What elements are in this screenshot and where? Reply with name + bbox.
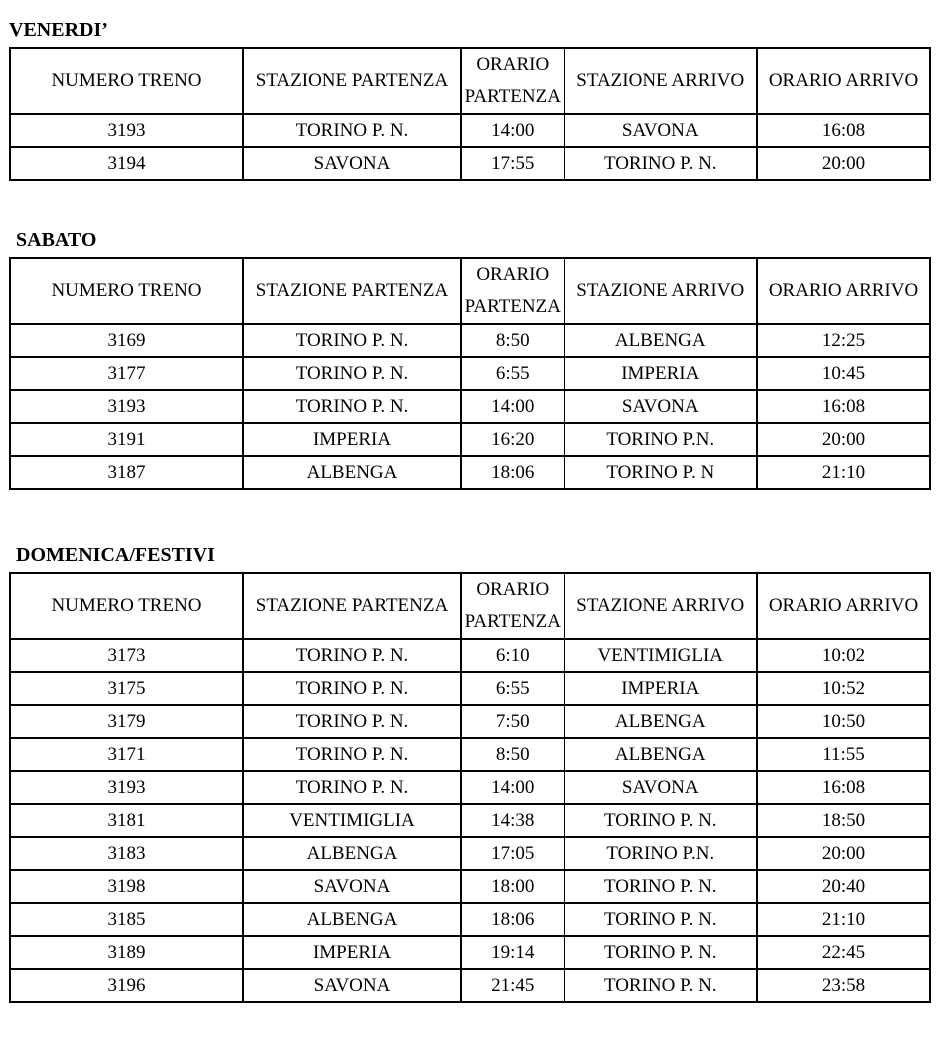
table-row <box>10 804 930 837</box>
table-row <box>10 390 930 423</box>
column-header-numero-treno: NUMERO TRENO <box>10 48 243 114</box>
cell-stazione-partenza: ALBENGA <box>243 903 461 936</box>
cell-orario-partenza: 19:14 <box>461 936 564 969</box>
cell-orario-partenza: 6:55 <box>461 672 564 705</box>
cell-numero-treno: 3173 <box>10 639 243 672</box>
cell-orario-partenza: 14:00 <box>461 114 564 147</box>
cell-stazione-partenza: TORINO P. N. <box>243 324 461 357</box>
cell-orario-partenza: 14:00 <box>461 390 564 423</box>
column-header-orario-partenza: ORARIO PARTENZA <box>461 258 564 324</box>
cell-orario-arrivo: 21:10 <box>757 903 930 936</box>
cell-orario-arrivo: 10:45 <box>757 357 930 390</box>
cell-stazione-arrivo: ALBENGA <box>564 324 757 357</box>
cell-stazione-arrivo: TORINO P. N. <box>564 147 757 180</box>
timetable-domenica-festivi <box>9 572 931 1003</box>
cell-orario-partenza: 8:50 <box>461 324 564 357</box>
cell-orario-arrivo: 20:00 <box>757 147 930 180</box>
cell-stazione-arrivo: TORINO P. N. <box>564 969 757 1002</box>
table-row <box>10 357 930 390</box>
cell-orario-partenza: 17:55 <box>461 147 564 180</box>
column-header-stazione-arrivo: STAZIONE ARRIVO <box>564 48 757 114</box>
cell-numero-treno: 3198 <box>10 870 243 903</box>
column-header-orario-partenza: ORARIO PARTENZA <box>461 48 564 114</box>
cell-stazione-partenza: IMPERIA <box>243 423 461 456</box>
table-row <box>10 903 930 936</box>
cell-numero-treno: 3179 <box>10 705 243 738</box>
cell-orario-arrivo: 21:10 <box>757 456 930 489</box>
cell-stazione-partenza: TORINO P. N. <box>243 672 461 705</box>
cell-orario-partenza: 16:20 <box>461 423 564 456</box>
table-row <box>10 705 930 738</box>
cell-numero-treno: 3169 <box>10 324 243 357</box>
cell-orario-partenza: 18:06 <box>461 456 564 489</box>
table-row <box>10 771 930 804</box>
cell-stazione-partenza: TORINO P. N. <box>243 705 461 738</box>
cell-orario-arrivo: 20:00 <box>757 837 930 870</box>
cell-orario-partenza: 14:38 <box>461 804 564 837</box>
cell-numero-treno: 3196 <box>10 969 243 1002</box>
cell-stazione-partenza: SAVONA <box>243 147 461 180</box>
cell-orario-arrivo: 12:25 <box>757 324 930 357</box>
cell-numero-treno: 3193 <box>10 390 243 423</box>
table-row <box>10 114 930 147</box>
cell-orario-arrivo: 16:08 <box>757 390 930 423</box>
table-row <box>10 837 930 870</box>
header-row <box>10 48 930 114</box>
column-header-stazione-arrivo: STAZIONE ARRIVO <box>564 573 757 639</box>
cell-stazione-arrivo: IMPERIA <box>564 357 757 390</box>
table-row <box>10 423 930 456</box>
column-header-orario-arrivo: ORARIO ARRIVO <box>757 258 930 324</box>
table-row <box>10 738 930 771</box>
cell-orario-partenza: 8:50 <box>461 738 564 771</box>
cell-stazione-arrivo: ALBENGA <box>564 738 757 771</box>
cell-numero-treno: 3181 <box>10 804 243 837</box>
cell-stazione-arrivo: TORINO P.N. <box>564 837 757 870</box>
cell-stazione-arrivo: VENTIMIGLIA <box>564 639 757 672</box>
column-header-stazione-arrivo: STAZIONE ARRIVO <box>564 258 757 324</box>
table-row <box>10 639 930 672</box>
section-title-venerdi: VENERDI’ <box>9 19 108 41</box>
table-row <box>10 936 930 969</box>
section-title-sabato: SABATO <box>16 229 97 251</box>
cell-stazione-partenza: IMPERIA <box>243 936 461 969</box>
column-header-numero-treno: NUMERO TRENO <box>10 573 243 639</box>
cell-stazione-partenza: TORINO P. N. <box>243 639 461 672</box>
cell-orario-arrivo: 18:50 <box>757 804 930 837</box>
column-header-stazione-partenza: STAZIONE PARTENZA <box>243 573 461 639</box>
table-row <box>10 870 930 903</box>
cell-orario-arrivo: 20:00 <box>757 423 930 456</box>
cell-orario-partenza: 14:00 <box>461 771 564 804</box>
cell-orario-arrivo: 20:40 <box>757 870 930 903</box>
cell-stazione-arrivo: SAVONA <box>564 771 757 804</box>
cell-orario-partenza: 6:10 <box>461 639 564 672</box>
cell-stazione-partenza: TORINO P. N. <box>243 357 461 390</box>
cell-stazione-arrivo: SAVONA <box>564 114 757 147</box>
cell-orario-arrivo: 16:08 <box>757 771 930 804</box>
cell-numero-treno: 3189 <box>10 936 243 969</box>
cell-stazione-partenza: SAVONA <box>243 969 461 1002</box>
column-header-orario-arrivo: ORARIO ARRIVO <box>757 48 930 114</box>
column-header-stazione-partenza: STAZIONE PARTENZA <box>243 258 461 324</box>
cell-numero-treno: 3175 <box>10 672 243 705</box>
cell-orario-arrivo: 10:02 <box>757 639 930 672</box>
table-row <box>10 147 930 180</box>
cell-orario-arrivo: 16:08 <box>757 114 930 147</box>
table-row <box>10 324 930 357</box>
cell-orario-arrivo: 11:55 <box>757 738 930 771</box>
cell-numero-treno: 3193 <box>10 114 243 147</box>
header-row <box>10 573 930 639</box>
cell-stazione-arrivo: TORINO P. N. <box>564 870 757 903</box>
cell-numero-treno: 3193 <box>10 771 243 804</box>
cell-numero-treno: 3191 <box>10 423 243 456</box>
column-header-numero-treno: NUMERO TRENO <box>10 258 243 324</box>
cell-stazione-partenza: TORINO P. N. <box>243 390 461 423</box>
cell-numero-treno: 3183 <box>10 837 243 870</box>
timetable-sabato <box>9 257 931 490</box>
cell-stazione-arrivo: TORINO P. N. <box>564 903 757 936</box>
header-row <box>10 258 930 324</box>
cell-stazione-partenza: ALBENGA <box>243 837 461 870</box>
cell-stazione-partenza: TORINO P. N. <box>243 771 461 804</box>
cell-orario-partenza: 7:50 <box>461 705 564 738</box>
cell-stazione-partenza: TORINO P. N. <box>243 738 461 771</box>
cell-stazione-arrivo: TORINO P. N. <box>564 804 757 837</box>
cell-orario-arrivo: 10:50 <box>757 705 930 738</box>
table-row <box>10 969 930 1002</box>
column-header-orario-arrivo: ORARIO ARRIVO <box>757 573 930 639</box>
column-header-stazione-partenza: STAZIONE PARTENZA <box>243 48 461 114</box>
timetable-venerdi <box>9 47 931 181</box>
cell-stazione-partenza: VENTIMIGLIA <box>243 804 461 837</box>
cell-stazione-arrivo: TORINO P.N. <box>564 423 757 456</box>
cell-stazione-arrivo: ALBENGA <box>564 705 757 738</box>
cell-numero-treno: 3194 <box>10 147 243 180</box>
cell-stazione-arrivo: TORINO P. N. <box>564 936 757 969</box>
cell-orario-partenza: 6:55 <box>461 357 564 390</box>
cell-stazione-arrivo: TORINO P. N <box>564 456 757 489</box>
cell-orario-arrivo: 22:45 <box>757 936 930 969</box>
cell-stazione-partenza: SAVONA <box>243 870 461 903</box>
cell-stazione-partenza: ALBENGA <box>243 456 461 489</box>
cell-orario-partenza: 21:45 <box>461 969 564 1002</box>
table-row <box>10 456 930 489</box>
cell-stazione-partenza: TORINO P. N. <box>243 114 461 147</box>
cell-numero-treno: 3177 <box>10 357 243 390</box>
cell-numero-treno: 3187 <box>10 456 243 489</box>
cell-stazione-arrivo: IMPERIA <box>564 672 757 705</box>
cell-orario-partenza: 18:06 <box>461 903 564 936</box>
cell-orario-partenza: 18:00 <box>461 870 564 903</box>
cell-numero-treno: 3171 <box>10 738 243 771</box>
section-title-domenica-festivi: DOMENICA/FESTIVI <box>16 544 215 566</box>
table-row <box>10 672 930 705</box>
cell-orario-arrivo: 10:52 <box>757 672 930 705</box>
column-header-orario-partenza: ORARIO PARTENZA <box>461 573 564 639</box>
cell-orario-arrivo: 23:58 <box>757 969 930 1002</box>
cell-stazione-arrivo: SAVONA <box>564 390 757 423</box>
cell-numero-treno: 3185 <box>10 903 243 936</box>
cell-orario-partenza: 17:05 <box>461 837 564 870</box>
